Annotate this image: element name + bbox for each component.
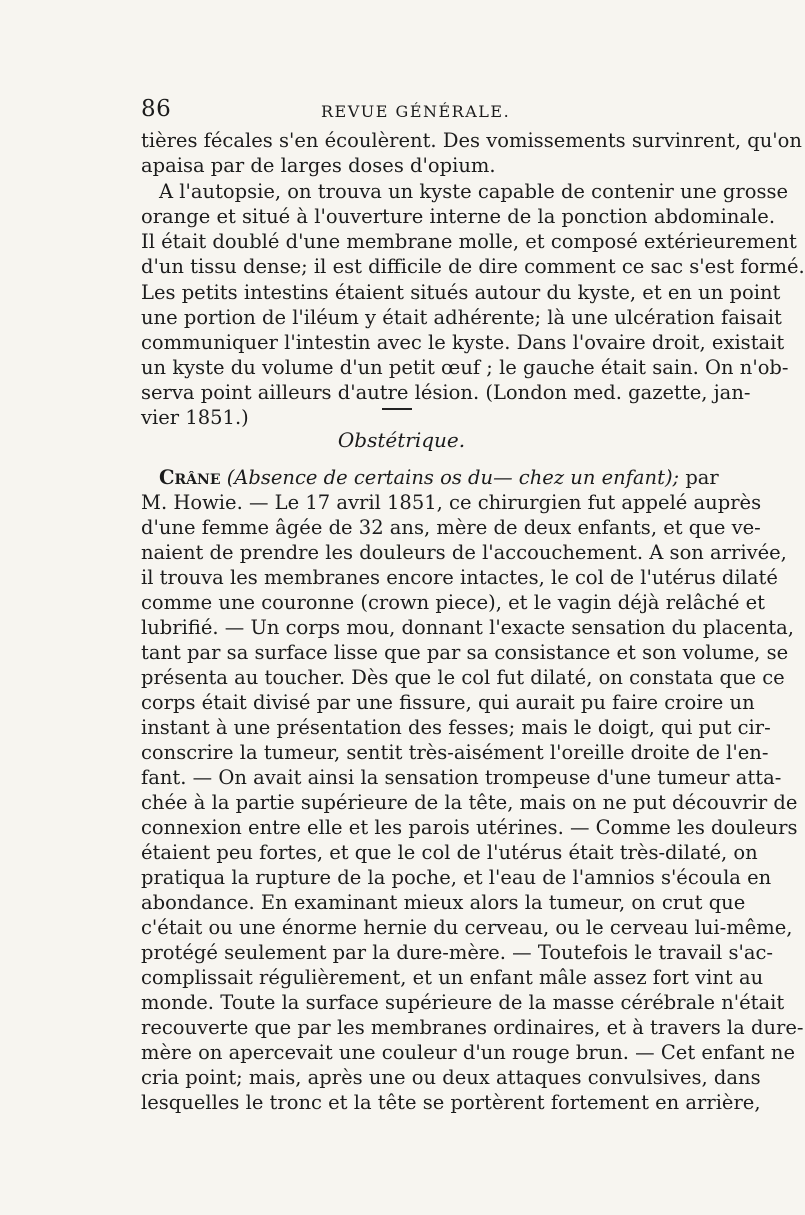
text-line: chée à la partie supérieure de la tête, mais on ne put découvrir de [141,791,798,814]
page-number: 86 [141,96,172,122]
text-line: conscrire la tumeur, sentit très-aisément l'oreille droite de l'en- [141,741,769,764]
text-line: instant à une présentation des fesses; mais le doigt, qui put cir- [141,716,771,739]
text-line: il trouva les membranes encore intactes, le col de l'utérus dilaté [141,566,778,589]
text-line: A l'autopsie, on trouva un kyste capable de contenir une grosse [159,180,789,203]
text-line: pratiqua la rupture de la poche, et l'eau de l'amnios s'écoula en [141,866,772,889]
text-line: tant par sa surface lisse que par sa consistance et son volume, se [141,641,789,664]
text-line: apaisa par de larges doses d'opium. [141,154,496,177]
text-line: corps était divisé par une fissure, qui aurait pu faire croire un [141,691,755,714]
section-divider [382,408,412,410]
text-line: lesquelles le tronc et la tête se portèrent fortement en arrière, [141,1091,761,1114]
text-line: d'un tissu dense; il est difficile de dire comment ce sac s'est formé. [141,255,805,278]
text-line: monde. Toute la surface supérieure de la masse cérébrale n'était [141,991,785,1014]
text-line: communiquer l'intestin avec le kyste. Dans l'ovaire droit, existait [141,331,785,354]
text-line: un kyste du volume d'un petit œuf ; le gauche était sain. On n'ob- [141,356,789,379]
text-line: Les petits intestins étaient situés autour du kyste, et en un point [141,281,781,304]
text-line: mère on apercevait une couleur d'un rouge brun. — Cet enfant ne [141,1041,796,1064]
text-line: d'une femme âgée de 32 ans, mère de deux enfants, et que ve- [141,516,761,539]
article-title-by: par [685,466,719,489]
page-header [141,96,661,126]
text-line: protégé seulement par la dure-mère. — Toutefois le travail s'ac- [141,941,773,964]
article-heading [159,465,719,491]
text-line: connexion entre elle et les parois utérines. — Comme les douleurs [141,816,798,839]
text-line: une portion de l'iléum y était adhérente; là une ulcération faisait [141,306,782,329]
article-title-subject: (Absence de certains os du— chez un enfant); [226,466,680,489]
article-title-lead: Crâne [159,466,221,489]
text-line: vier 1851.) [141,406,249,429]
text-line: naient de prendre les douleurs de l'accouchement. A son arrivée, [141,541,787,564]
text-line: orange et situé à l'ouverture interne de la ponction abdominale. [141,205,776,228]
text-line: complissait régulièrement, et un enfant mâle assez fort vint au [141,966,764,989]
text-line: Il était doublé d'une membrane molle, et composé extérieurement [141,230,797,253]
text-line: cria point; mais, après une ou deux attaques convulsives, dans [141,1066,761,1089]
text-line: tières fécales s'en écoulèrent. Des vomissements survinrent, qu'on [141,129,802,152]
text-line: recouverte que par les membranes ordinaires, et à travers la dure- [141,1016,804,1039]
running-title: REVUE GÉNÉRALE. [321,102,511,121]
text-line: comme une couronne (crown piece), et le vagin déjà relâché et [141,591,766,614]
text-line: fant. — On avait ainsi la sensation trompeuse d'une tumeur atta- [141,766,782,789]
text-line: M. Howie. — Le 17 avril 1851, ce chirurgien fut appelé auprès [141,491,762,514]
text-line: étaient peu fortes, et que le col de l'utérus était très-dilaté, on [141,841,758,864]
text-line: c'était ou une énorme hernie du cerveau, ou le cerveau lui-même, [141,916,793,939]
text-line: lubrifié. — Un corps mou, donnant l'exacte sensation du placenta, [141,616,794,639]
section-title: Obstétrique. [337,428,466,452]
text-line: présenta au toucher. Dès que le col fut dilaté, on constata que ce [141,666,785,689]
text-line: abondance. En examinant mieux alors la tumeur, on crut que [141,891,746,914]
text-line: serva point ailleurs d'autre lésion. (London med. gazette, jan- [141,381,751,404]
